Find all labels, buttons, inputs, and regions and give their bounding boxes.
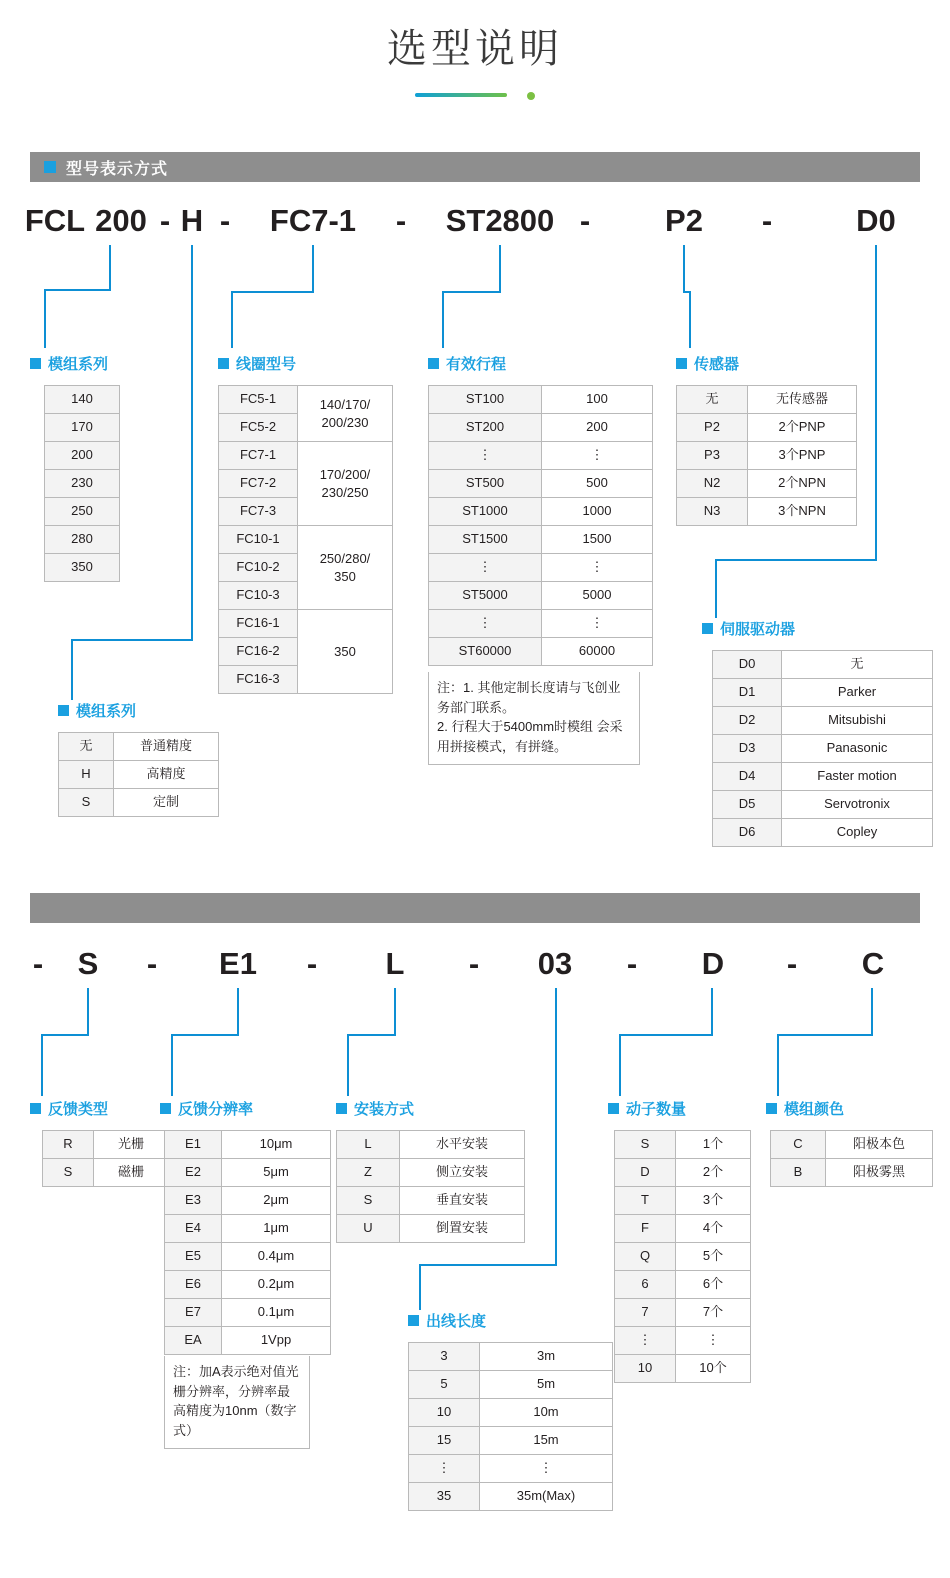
table-feedback-type	[42, 1130, 169, 1187]
table-row	[615, 1271, 751, 1299]
cell-desc: 200	[542, 414, 653, 442]
cell-desc: Servotronix	[782, 791, 933, 819]
table-row	[59, 733, 219, 761]
code2-mover: D	[701, 946, 725, 981]
cell-desc: Panasonic	[782, 735, 933, 763]
cell-desc: Copley	[782, 819, 933, 847]
table-row	[713, 819, 933, 847]
cell-code: Z	[337, 1159, 400, 1187]
table-row	[713, 763, 933, 791]
table-row	[615, 1243, 751, 1271]
table-row	[429, 526, 653, 554]
cell-desc: 10μm	[222, 1131, 331, 1159]
cell-code: F	[615, 1215, 676, 1243]
cell-desc: 10个	[676, 1355, 751, 1383]
cell-code: ST60000	[429, 638, 542, 666]
header-coil-model-label: 线圈型号	[236, 356, 297, 373]
cell-code: E5	[165, 1243, 222, 1271]
header-feedback-type	[30, 1098, 108, 1119]
table-row	[165, 1215, 331, 1243]
cell-desc: 5μm	[222, 1159, 331, 1187]
cell-desc: 2个PNP	[748, 414, 857, 442]
resolution-note: 注：加A表示绝对值光栅分辨率，分辨率最高精度为10nm（数字式）	[164, 1356, 310, 1449]
table-row	[45, 554, 120, 582]
table-row	[219, 526, 393, 554]
table-row	[429, 582, 653, 610]
cell-code: 6	[615, 1271, 676, 1299]
cell-desc: 10m	[480, 1399, 613, 1427]
page-title	[0, 0, 950, 74]
cell-code: ST1000	[429, 498, 542, 526]
code-coil: FC7-1	[269, 203, 357, 238]
table-row	[219, 610, 393, 638]
cell-desc: 500	[542, 470, 653, 498]
cell-code: FC7-3	[219, 498, 298, 526]
cell-code: P3	[677, 442, 748, 470]
cell-desc: 无	[782, 651, 933, 679]
table-row	[615, 1131, 751, 1159]
table-row	[771, 1159, 933, 1187]
table-row	[45, 414, 120, 442]
code2-dash-5: -	[626, 946, 638, 981]
cell-code: ⋮	[429, 442, 542, 470]
table-row	[429, 610, 653, 638]
cell-desc: 60000	[542, 638, 653, 666]
cell-code: FC16-3	[219, 666, 298, 694]
cell-desc: 无传感器	[748, 386, 857, 414]
cell-desc: 普通精度	[114, 733, 219, 761]
table-row	[713, 791, 933, 819]
table-precision	[58, 732, 219, 817]
table-row	[615, 1355, 751, 1383]
section1-band-label: 型号表示方式	[66, 160, 169, 178]
table-row	[43, 1159, 169, 1187]
code2-dash-2: -	[146, 946, 158, 981]
cell-desc: 6个	[676, 1271, 751, 1299]
cell-code: D0	[713, 651, 782, 679]
header-marker-icon	[766, 1103, 777, 1114]
cell-code: D2	[713, 707, 782, 735]
header-marker-icon	[676, 358, 687, 369]
table-row	[45, 386, 120, 414]
header-sensor	[676, 353, 739, 374]
cell-code: ST5000	[429, 582, 542, 610]
cell-code: U	[337, 1215, 400, 1243]
cell-code: 无	[59, 733, 114, 761]
cell-code: FC10-2	[219, 554, 298, 582]
table-row	[429, 470, 653, 498]
header-coil-model	[218, 353, 296, 374]
cell-desc: 2μm	[222, 1187, 331, 1215]
section2-band	[30, 893, 920, 923]
cell-desc: 15m	[480, 1427, 613, 1455]
cell-desc: Faster motion	[782, 763, 933, 791]
cell-desc: Mitsubishi	[782, 707, 933, 735]
code2-mounting: L	[385, 946, 405, 981]
cell-code: FC5-1	[219, 386, 298, 414]
cell-desc: 侧立安装	[400, 1159, 525, 1187]
cell-desc: 定制	[114, 789, 219, 817]
section1-band	[30, 152, 920, 182]
code2-dash-4: -	[468, 946, 480, 981]
table-row	[59, 761, 219, 789]
table-row	[219, 386, 393, 414]
table-row	[165, 1327, 331, 1355]
cell-code: E7	[165, 1299, 222, 1327]
table-row	[219, 442, 393, 470]
cell-desc: 5000	[542, 582, 653, 610]
header-mounting-label: 安装方式	[354, 1101, 415, 1118]
code2-cable: 03	[537, 946, 573, 981]
table-row	[677, 414, 857, 442]
table-row	[337, 1187, 525, 1215]
cell-code: ⋮	[429, 554, 542, 582]
header-feedback-type-label: 反馈类型	[48, 1101, 109, 1118]
table-row	[713, 707, 933, 735]
stroke-note: 注：1. 其他定制长度请与飞创业务部门联系。 2. 行程大于5400mm时模组 会采用拼接模式，有拼缝。	[428, 672, 640, 765]
cell-code: 280	[45, 526, 120, 554]
cell-code: FC7-1	[219, 442, 298, 470]
table-feedback-resolution	[164, 1130, 331, 1355]
header-precision-label: 模组系列	[76, 703, 137, 720]
cell-code: B	[771, 1159, 826, 1187]
cell-span-4: 350	[298, 610, 393, 694]
cell-desc: 1Vpp	[222, 1327, 331, 1355]
table-row	[165, 1243, 331, 1271]
table-row	[429, 442, 653, 470]
cell-code: N2	[677, 470, 748, 498]
header-mover-count	[608, 1098, 686, 1119]
table-row	[165, 1299, 331, 1327]
header-mover-count-label: 动子数量	[626, 1101, 687, 1118]
cell-desc: 3个	[676, 1187, 751, 1215]
cell-desc: 垂直安装	[400, 1187, 525, 1215]
cell-code: E3	[165, 1187, 222, 1215]
table-row	[45, 526, 120, 554]
cell-desc: 7个	[676, 1299, 751, 1327]
table-row	[615, 1187, 751, 1215]
cell-code: 15	[409, 1427, 480, 1455]
header-marker-icon	[160, 1103, 171, 1114]
cell-code: ST500	[429, 470, 542, 498]
header-module-series-label: 模组系列	[48, 356, 109, 373]
cell-code: 350	[45, 554, 120, 582]
table-row	[771, 1131, 933, 1159]
cell-code: 35	[409, 1483, 480, 1511]
code-200: 200	[95, 203, 147, 238]
cell-code: P2	[677, 414, 748, 442]
cell-code: ST200	[429, 414, 542, 442]
table-stroke	[428, 385, 653, 666]
table-row	[615, 1299, 751, 1327]
cell-code: S	[43, 1159, 94, 1187]
cell-desc: 2个	[676, 1159, 751, 1187]
cell-span-3: 250/280/ 350	[298, 526, 393, 610]
code2-resolution: E1	[219, 946, 257, 981]
table-row	[615, 1215, 751, 1243]
code-stroke: ST2800	[445, 203, 555, 238]
cell-code: E4	[165, 1215, 222, 1243]
header-sensor-label: 传感器	[694, 356, 740, 373]
cell-code: 170	[45, 414, 120, 442]
cell-desc: ⋮	[542, 442, 653, 470]
cell-desc: 5个	[676, 1243, 751, 1271]
table-module-color	[770, 1130, 933, 1187]
cell-code: 200	[45, 442, 120, 470]
table-row	[409, 1343, 613, 1371]
cell-desc: 0.4μm	[222, 1243, 331, 1271]
code-dash-1: -	[159, 203, 171, 238]
cell-desc: 35m(Max)	[480, 1483, 613, 1511]
header-marker-icon	[608, 1103, 619, 1114]
table-cable-length	[408, 1342, 613, 1511]
table-module-series	[44, 385, 120, 582]
cell-code: 250	[45, 498, 120, 526]
cell-desc: 水平安装	[400, 1131, 525, 1159]
cell-code: FC16-2	[219, 638, 298, 666]
table-row	[409, 1427, 613, 1455]
header-marker-icon	[336, 1103, 347, 1114]
cell-desc: 3个NPN	[748, 498, 857, 526]
table-row	[165, 1131, 331, 1159]
cell-desc: 0.2μm	[222, 1271, 331, 1299]
cell-desc: 3m	[480, 1343, 613, 1371]
code-h: H	[180, 203, 204, 238]
cell-desc: 高精度	[114, 761, 219, 789]
cell-desc: ⋮	[542, 610, 653, 638]
cell-code: N3	[677, 498, 748, 526]
table-row	[713, 651, 933, 679]
header-stroke-label: 有效行程	[446, 356, 507, 373]
table-row	[45, 442, 120, 470]
code-driver: D0	[856, 203, 896, 238]
table-row	[713, 679, 933, 707]
cell-code: D4	[713, 763, 782, 791]
cell-code: FC7-2	[219, 470, 298, 498]
table-row	[59, 789, 219, 817]
cell-code: S	[337, 1187, 400, 1215]
header-precision	[58, 700, 136, 721]
table-row	[615, 1327, 751, 1355]
cell-desc: ⋮	[542, 554, 653, 582]
table-row	[45, 498, 120, 526]
table-row	[337, 1215, 525, 1243]
table-row	[409, 1371, 613, 1399]
code-fcl: FCL	[24, 203, 86, 238]
code-sensor: P2	[665, 203, 703, 238]
cell-desc: 3个PNP	[748, 442, 857, 470]
header-mounting	[336, 1098, 414, 1119]
header-servo-driver-label: 伺服驱动器	[720, 621, 796, 638]
cell-code: D6	[713, 819, 782, 847]
cell-code: FC10-3	[219, 582, 298, 610]
table-row	[165, 1187, 331, 1215]
band-marker-icon	[44, 161, 56, 173]
header-marker-icon	[58, 705, 69, 716]
cell-desc: 阳极本色	[826, 1131, 933, 1159]
cell-desc: 1000	[542, 498, 653, 526]
cell-desc: 1500	[542, 526, 653, 554]
header-marker-icon	[408, 1315, 419, 1326]
cell-code: S	[59, 789, 114, 817]
cell-code: Q	[615, 1243, 676, 1271]
header-marker-icon	[702, 623, 713, 634]
header-cable-length-label: 出线长度	[426, 1313, 487, 1330]
code-dash-5: -	[761, 203, 773, 238]
cell-code: ST100	[429, 386, 542, 414]
table-row	[677, 470, 857, 498]
cell-code: S	[615, 1131, 676, 1159]
cell-code: EA	[165, 1327, 222, 1355]
table-row	[45, 470, 120, 498]
cell-code: D5	[713, 791, 782, 819]
cell-desc: 2个NPN	[748, 470, 857, 498]
table-row	[677, 498, 857, 526]
table-row	[677, 442, 857, 470]
header-feedback-resolution-label: 反馈分辨率	[178, 1101, 254, 1118]
cell-code: ⋮	[615, 1327, 676, 1355]
table-mounting	[336, 1130, 525, 1243]
code-dash-2: -	[219, 203, 231, 238]
cell-code: 7	[615, 1299, 676, 1327]
cell-code: 230	[45, 470, 120, 498]
table-row	[677, 386, 857, 414]
cell-desc: 磁栅	[94, 1159, 169, 1187]
cell-desc: 倒置安装	[400, 1215, 525, 1243]
cell-desc: 1μm	[222, 1215, 331, 1243]
cell-span-1: 140/170/ 200/230	[298, 386, 393, 442]
cell-desc: 100	[542, 386, 653, 414]
cell-desc: 1个	[676, 1131, 751, 1159]
table-row	[615, 1159, 751, 1187]
cell-code: C	[771, 1131, 826, 1159]
table-row	[165, 1159, 331, 1187]
header-module-color	[766, 1098, 844, 1119]
cell-code: 140	[45, 386, 120, 414]
table-row	[43, 1131, 169, 1159]
header-module-color-label: 模组颜色	[784, 1101, 845, 1118]
table-row	[429, 498, 653, 526]
table-row	[409, 1455, 613, 1483]
header-servo-driver	[702, 618, 795, 639]
table-row	[429, 414, 653, 442]
cell-desc: 阳极雾黑	[826, 1159, 933, 1187]
cell-code: E6	[165, 1271, 222, 1299]
code-dash-4: -	[579, 203, 591, 238]
table-coil-model	[218, 385, 393, 694]
header-marker-icon	[428, 358, 439, 369]
header-marker-icon	[30, 1103, 41, 1114]
header-marker-icon	[30, 358, 41, 369]
cell-code: H	[59, 761, 114, 789]
cell-desc: 0.1μm	[222, 1299, 331, 1327]
cell-code: D	[615, 1159, 676, 1187]
table-row	[429, 638, 653, 666]
header-marker-icon	[218, 358, 229, 369]
cell-code: D3	[713, 735, 782, 763]
code2-dash-1: -	[32, 946, 44, 981]
table-row	[409, 1483, 613, 1511]
cell-code: L	[337, 1131, 400, 1159]
table-row	[409, 1399, 613, 1427]
cell-span-2: 170/200/ 230/250	[298, 442, 393, 526]
page-title-text: 选型说明	[387, 27, 563, 71]
table-servo-driver	[712, 650, 933, 847]
cell-code: ⋮	[429, 610, 542, 638]
cell-code: 无	[677, 386, 748, 414]
cell-code: D1	[713, 679, 782, 707]
code2-feedback: S	[77, 946, 99, 981]
cell-code: FC5-2	[219, 414, 298, 442]
table-row	[713, 735, 933, 763]
title-divider-bar	[415, 93, 507, 97]
cell-desc: Parker	[782, 679, 933, 707]
cell-code: R	[43, 1131, 94, 1159]
cell-code: E2	[165, 1159, 222, 1187]
cell-desc: 5m	[480, 1371, 613, 1399]
code-dash-3: -	[395, 203, 407, 238]
header-stroke	[428, 353, 506, 374]
cell-code: T	[615, 1187, 676, 1215]
table-sensor	[676, 385, 857, 526]
cell-code: ST1500	[429, 526, 542, 554]
table-row	[337, 1159, 525, 1187]
title-divider-dot	[527, 92, 535, 100]
header-feedback-resolution	[160, 1098, 253, 1119]
cell-desc: ⋮	[676, 1327, 751, 1355]
cell-desc: ⋮	[480, 1455, 613, 1483]
code2-dash-3: -	[306, 946, 318, 981]
header-cable-length	[408, 1310, 486, 1331]
table-row	[337, 1131, 525, 1159]
cell-code: 3	[409, 1343, 480, 1371]
cell-code: 5	[409, 1371, 480, 1399]
table-row	[429, 386, 653, 414]
cell-desc: 光栅	[94, 1131, 169, 1159]
cell-code: E1	[165, 1131, 222, 1159]
cell-code: 10	[615, 1355, 676, 1383]
cell-desc: 4个	[676, 1215, 751, 1243]
table-row	[165, 1271, 331, 1299]
code2-dash-6: -	[786, 946, 798, 981]
cell-code: ⋮	[409, 1455, 480, 1483]
table-mover-count	[614, 1130, 751, 1383]
cell-code: FC10-1	[219, 526, 298, 554]
table-row	[429, 554, 653, 582]
code2-color: C	[861, 946, 885, 981]
cell-code: 10	[409, 1399, 480, 1427]
cell-code: FC16-1	[219, 610, 298, 638]
title-divider	[415, 92, 535, 98]
header-module-series	[30, 353, 108, 374]
